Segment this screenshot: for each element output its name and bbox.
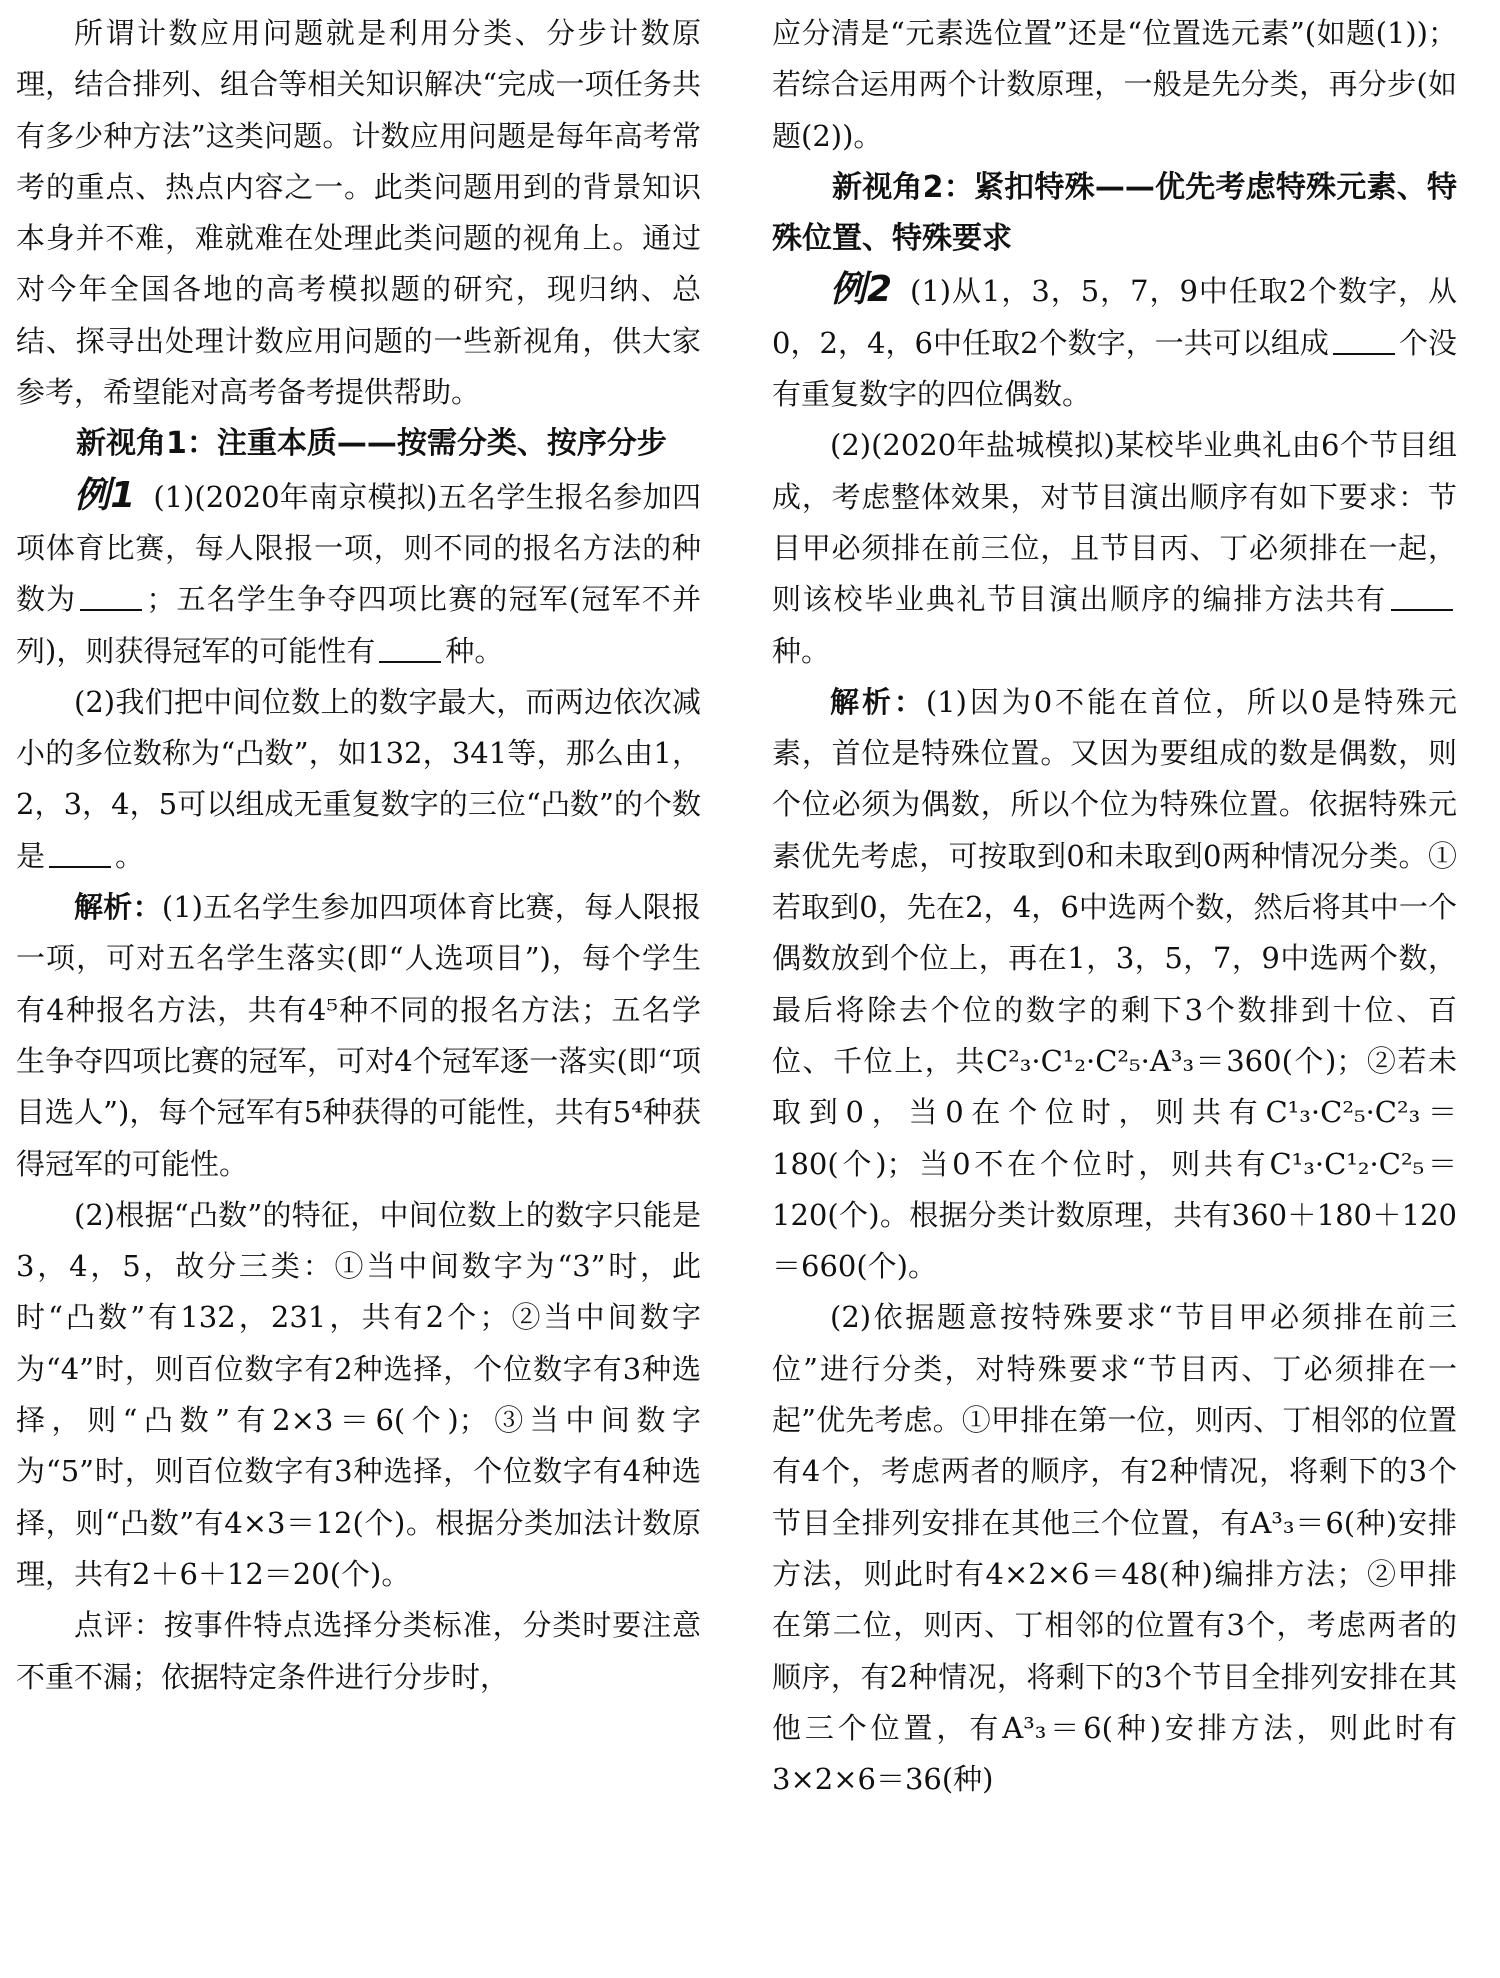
- answer-blank: [49, 837, 111, 868]
- ex2-q1-text-a: (1)从1，3，5，7，9中任取2个数字，从0，2，4，6中任取2个数字，一共可以组成: [772, 274, 1457, 360]
- section-heading-1: 新视角1：注重本质——按需分类、按序分步: [76, 426, 667, 462]
- ex2-q2-text-a: (2)(2020年盐城模拟)某校毕业典礼由6个节目组成，考虑整体效果，对节目演出顺序有如下要求：节目甲必须排在前三位，且节目丙、丁必须排在一起，则该校毕业典礼节目演出顺序的编排方法共有: [772, 428, 1457, 617]
- ex1-q2-text-b: 。: [115, 838, 145, 873]
- answer-blank: [80, 580, 142, 611]
- example-1-question-1: [16, 470, 701, 677]
- example-1-analysis-1: [16, 882, 701, 1190]
- right-column: [772, 8, 1457, 1805]
- ex1-q1-text-b: ；五名学生争夺四项比赛的冠军(冠军不并列)，则获得冠军的可能性有: [16, 582, 701, 668]
- example-1-label: 例1: [74, 474, 136, 516]
- answer-blank: [1333, 324, 1395, 355]
- analysis-label: 解析：: [74, 890, 162, 925]
- example-2-analysis-1: [772, 677, 1457, 1293]
- ex2-analysis-1-text: (1)因为0不能在首位，所以0是特殊元素，首位是特殊位置。又因为要组成的数是偶数，则个位必须为偶数，所以个位为特殊位置。依据特殊元素优先考虑，可按取到0和未取到0两种情况分类。①若取到0，先在2，4，6中选两个数，然后将其中一个偶数放到个位上，再在1，3，5，7，9中选两个数，最后将除去个位的数字的剩下3个数排到十位、百位、千位上，共C²₃·C¹₂·C²₅·A³₃＝360(个)；②若未取到0，当0在个位时，则共有C¹₃·C²₅·C²₃＝180(个)；当0不在个位时，则共有C¹₃·C¹₂·C²₅＝120(个)。根据分类计数原理，共有360＋180＋120＝660(个)。: [772, 684, 1457, 1284]
- ex1-q1-text-c: 种。: [445, 633, 504, 668]
- ex2-q1-text-b: 个没有重复数字的四位偶数。: [772, 325, 1457, 412]
- ex1-q2-text-a: (2)我们把中间位数上的数字最大，而两边依次减小的多位数称为“凸数”，如132，341等，那么由1，2，3，4，5可以组成无重复数字的三位“凸数”的个数是: [16, 684, 701, 873]
- ex1-q1-text-a: (1)(2020年南京模拟)五名学生报名参加四项体育比赛，每人限报一项，则不同的报名方法的种数为: [16, 479, 701, 617]
- intro-paragraph: 所谓计数应用问题就是利用分类、分步计数原理，结合排列、组合等相关知识解决“完成一项任务共有多少种方法”这类问题。计数应用问题是每年高考常考的重点、热点内容之一。此类问题用到的背景知识本身并不难，难就难在处理此类问题的视角上。通过对今年全国各地的高考模拟题的研究，现归纳、总结、探寻出处理计数应用问题的一些新视角，供大家参考，希望能对高考备考提供帮助。: [16, 16, 701, 410]
- ex1-analysis-1-text: (1)五名学生参加四项体育比赛，每人限报一项，可对五名学生落实(即“人选项目”)，每个学生有4种报名方法，共有4⁵种不同的报名方法；五名学生争夺四项比赛的冠军，可对4个冠军逐一落实(即“项目选人”)，每个冠军有5种获得的可能性，共有5⁴种获得冠军的可能性。: [16, 890, 701, 1181]
- comment-paragraph: 点评：按事件特点选择分类标准，分类时要注意不重不漏；依据特定条件进行分步时，: [16, 1608, 701, 1694]
- example-2-question-1: [772, 264, 1457, 420]
- answer-blank: [1391, 580, 1453, 611]
- ex2-q2-text-b: 种。: [772, 633, 831, 668]
- example-1-question-2: [16, 677, 701, 882]
- example-2-question-2: [772, 420, 1457, 676]
- comment-continued: 应分清是“元素选位置”还是“位置选元素”(如题(1))；若综合运用两个计数原理，一般是先分类，再分步(如题(2))。: [772, 16, 1457, 153]
- example-1-analysis-2: (2)根据“凸数”的特征，中间位数上的数字只能是3，4，5，故分三类：①当中间数字为“3”时，此时“凸数”有132，231，共有2个；②当中间数字为“4”时，则百位数字有2种选择，个位数字有3种选择，则“凸数”有2×3＝6(个)；③当中间数字为“5”时，则百位数字有3种选择，个位数字有4种选择，则“凸数”有4×3＝12(个)。根据分类加法计数原理，共有2＋6＋12＝20(个)。: [16, 1197, 701, 1591]
- analysis-label: 解析：: [830, 684, 926, 719]
- left-column: [16, 8, 701, 1703]
- section-heading-2: 新视角2：紧扣特殊——优先考虑特殊元素、特殊位置、特殊要求: [772, 169, 1457, 257]
- example-2-label: 例2: [830, 269, 893, 311]
- answer-blank: [379, 632, 441, 663]
- example-2-analysis-2: (2)依据题意按特殊要求“节目甲必须排在前三位”进行分类，对特殊要求“节目丙、丁必须排在一起”优先考虑。①甲排在第一位，则丙、丁相邻的位置有4个，考虑两者的顺序，有2种情况，将剩下的3个节目全排列安排在其他三个位置，有A³₃＝6(种)安排方法，则此时有4×2×6＝48(种)编排方法；②甲排在第二位，则丙、丁相邻的位置有3个，考虑两者的顺序，有2种情况，将剩下的3个节目全排列安排在其他三个位置，有A³₃＝6(种)安排方法，则此时有3×2×6＝36(种): [772, 1300, 1457, 1797]
